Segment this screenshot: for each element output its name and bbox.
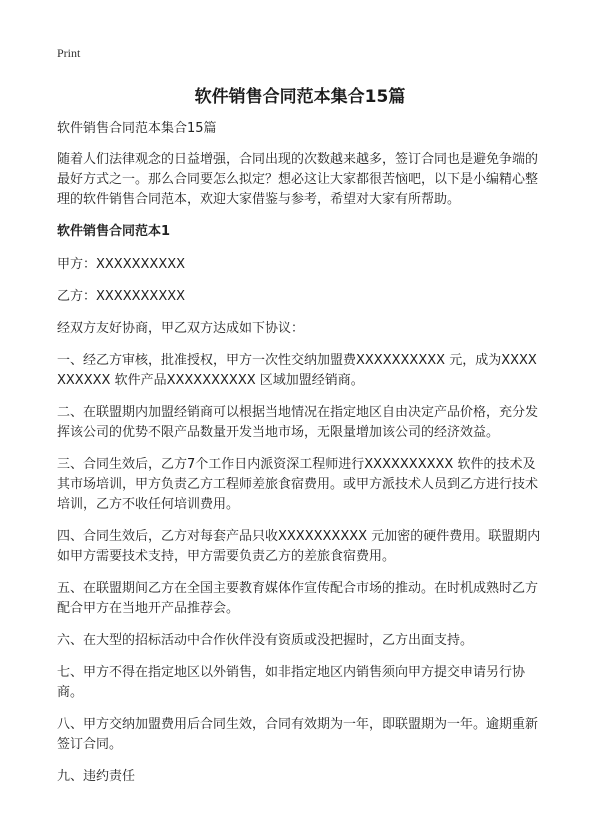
clause-8: 八、甲方交纳加盟费用后合同生效，合同有效期为一年，即联盟期为一年。逾期重新签订合同。 [57, 717, 539, 752]
party-b-line: 乙方：XXXXXXXXXX [57, 289, 186, 304]
clause-5: 五、在联盟期间乙方在全国主要教育媒体作宣传配合市场的推动。在时机成熟时乙方配合甲方在当地开产品推荐会。 [57, 581, 539, 616]
clause-7: 七、甲方不得在指定地区以外销售，如非指定地区内销售须向甲方提交申请另行协商。 [57, 665, 526, 700]
agreement-intro: 经双方友好协商，甲乙双方达成如下协议： [57, 321, 305, 336]
clause-4: 四、合同生效后，乙方对每套产品只收XXXXXXXXXX 元加密的硬件费用。联盟期内如甲方需要技术支持，甲方需要负责乙方的差旅食宿费用。 [57, 529, 541, 564]
section-heading: 软件销售合同范本1 [57, 224, 171, 239]
print-link[interactable]: Print [57, 46, 81, 60]
clause-2: 二、在联盟期内加盟经销商可以根据当地情况在指定地区自由决定产品价格，充分发挥该公司的优势不限产品数量开发当地市场，无限量增加该公司的经济效益。 [57, 405, 539, 440]
document-subtitle: 软件销售合同范本集合15篇 [57, 121, 217, 136]
clause-1: 一、经乙方审核，批准授权，甲方一次性交纳加盟费XXXXXXXXXX 元，成为XXXXXXXXXX 软件产品XXXXXXXXXX 区域加盟经销商。 [57, 353, 537, 388]
clause-3: 三、合同生效后，乙方7个工作日内派资深工程师进行XXXXXXXXXX 软件的技术及其市场培训，甲方负责乙方工程师差旅食宿费用。或甲方派技术人员到乙方进行技术培训，乙方不收任何培训费用。 [57, 457, 539, 512]
document-title: 软件销售合同范本集合15篇 [194, 87, 406, 107]
intro-paragraph: 随着人们法律观念的日益增强，合同出现的次数越来越多，签订合同也是避免争端的最好方式之一。那么合同要怎么拟定？想必这让大家都很苦恼吧，以下是小编精心整理的软件销售合同范本，欢迎大家借鉴与参考，希望对大家有所帮助。 [57, 152, 539, 207]
party-a-line: 甲方：XXXXXXXXXX [57, 257, 186, 272]
clause-6: 六、在大型的招标活动中合作伙伴没有资质或没把握时，乙方出面支持。 [57, 633, 474, 648]
document-body [57, 119, 543, 799]
clause-9: 九、违约责任 [57, 769, 136, 784]
